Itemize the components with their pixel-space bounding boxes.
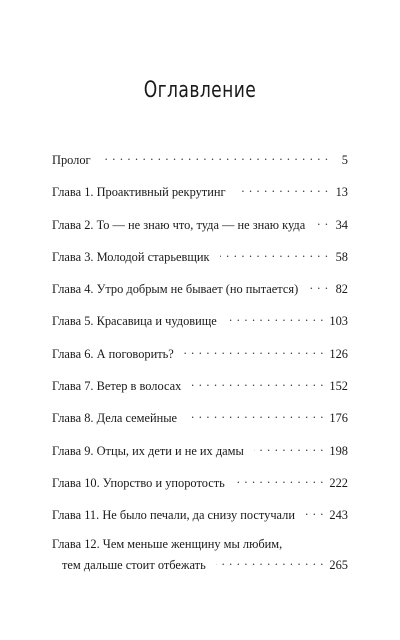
dot-leader	[184, 343, 324, 358]
toc-entry	[52, 504, 348, 536]
toc-entry	[52, 407, 348, 439]
toc-entry-title: Глава 7. Ветер в волосах	[52, 379, 182, 394]
toc-entry	[52, 343, 348, 375]
dot-leader	[308, 278, 328, 293]
toc-entry	[52, 181, 348, 213]
toc-entry-page: 265	[329, 557, 348, 572]
toc-entry-title: Глава 5. Красавица и чудовище	[52, 314, 217, 329]
toc-entry-title: Глава 10. Упорство и упоротость	[52, 475, 225, 490]
dot-leader	[101, 149, 328, 164]
dot-leader	[315, 214, 328, 229]
dot-leader	[236, 181, 328, 196]
dot-leader	[227, 310, 324, 325]
toc-entry-page: 34	[335, 217, 348, 232]
toc-entry-title: Глава 3. Молодой старьевщик	[52, 249, 210, 264]
toc-entry-title: Глава 8. Дела семейные	[52, 411, 178, 426]
toc-entry	[52, 149, 348, 181]
toc-entry-title: Глава 11. Не было печали, да снизу постучали	[52, 508, 295, 523]
toc-entry-title: Глава 6. А поговорить?	[52, 346, 174, 361]
dot-leader	[191, 375, 323, 390]
toc-entry-page: 82	[335, 282, 348, 297]
toc-entry-title-continued: тем дальше стоит отбежать	[62, 557, 206, 572]
dot-leader	[305, 504, 323, 519]
toc-entry-title: Пролог	[52, 153, 91, 167]
toc-entry-page: 13	[335, 185, 348, 200]
toc-entry-page: 243	[329, 508, 348, 523]
toc-entry	[52, 310, 348, 342]
toc-entry-page: 198	[329, 443, 348, 458]
dot-leader	[235, 472, 324, 487]
toc-entry-page: 152	[329, 379, 348, 394]
dot-leader	[220, 246, 328, 261]
dot-leader	[254, 440, 324, 455]
toc-entry-page: 126	[329, 346, 348, 361]
toc-entry-page: 103	[329, 314, 348, 329]
toc-entry	[52, 375, 348, 407]
page-title: Оглавление	[143, 78, 257, 103]
toc-entry-page: 176	[329, 411, 348, 426]
toc-entry-page: 222	[329, 475, 348, 490]
dot-leader	[216, 554, 324, 569]
toc-entry	[52, 246, 348, 278]
toc-entry-page: 58	[335, 249, 348, 264]
toc-entry	[52, 537, 348, 583]
toc-entry-page: 5	[341, 153, 348, 167]
toc-entry-title: Глава 1. Проактивный рекрутинг	[52, 185, 226, 200]
dot-leader	[187, 407, 323, 422]
toc-entry-title: Глава 4. Утро добрым не бывает (но пытается)	[52, 282, 299, 297]
table-of-contents	[52, 149, 348, 583]
toc-entry-title: Глава 9. Отцы, их дети и не их дамы	[52, 443, 244, 458]
toc-entry-title: Глава 2. То — не знаю что, туда — не знаю куда	[52, 217, 306, 232]
toc-entry	[52, 214, 348, 246]
toc-entry	[52, 278, 348, 310]
toc-entry	[52, 472, 348, 504]
toc-entry-title: Глава 12. Чем меньше женщину мы любим,	[52, 536, 283, 551]
toc-entry	[52, 440, 348, 472]
